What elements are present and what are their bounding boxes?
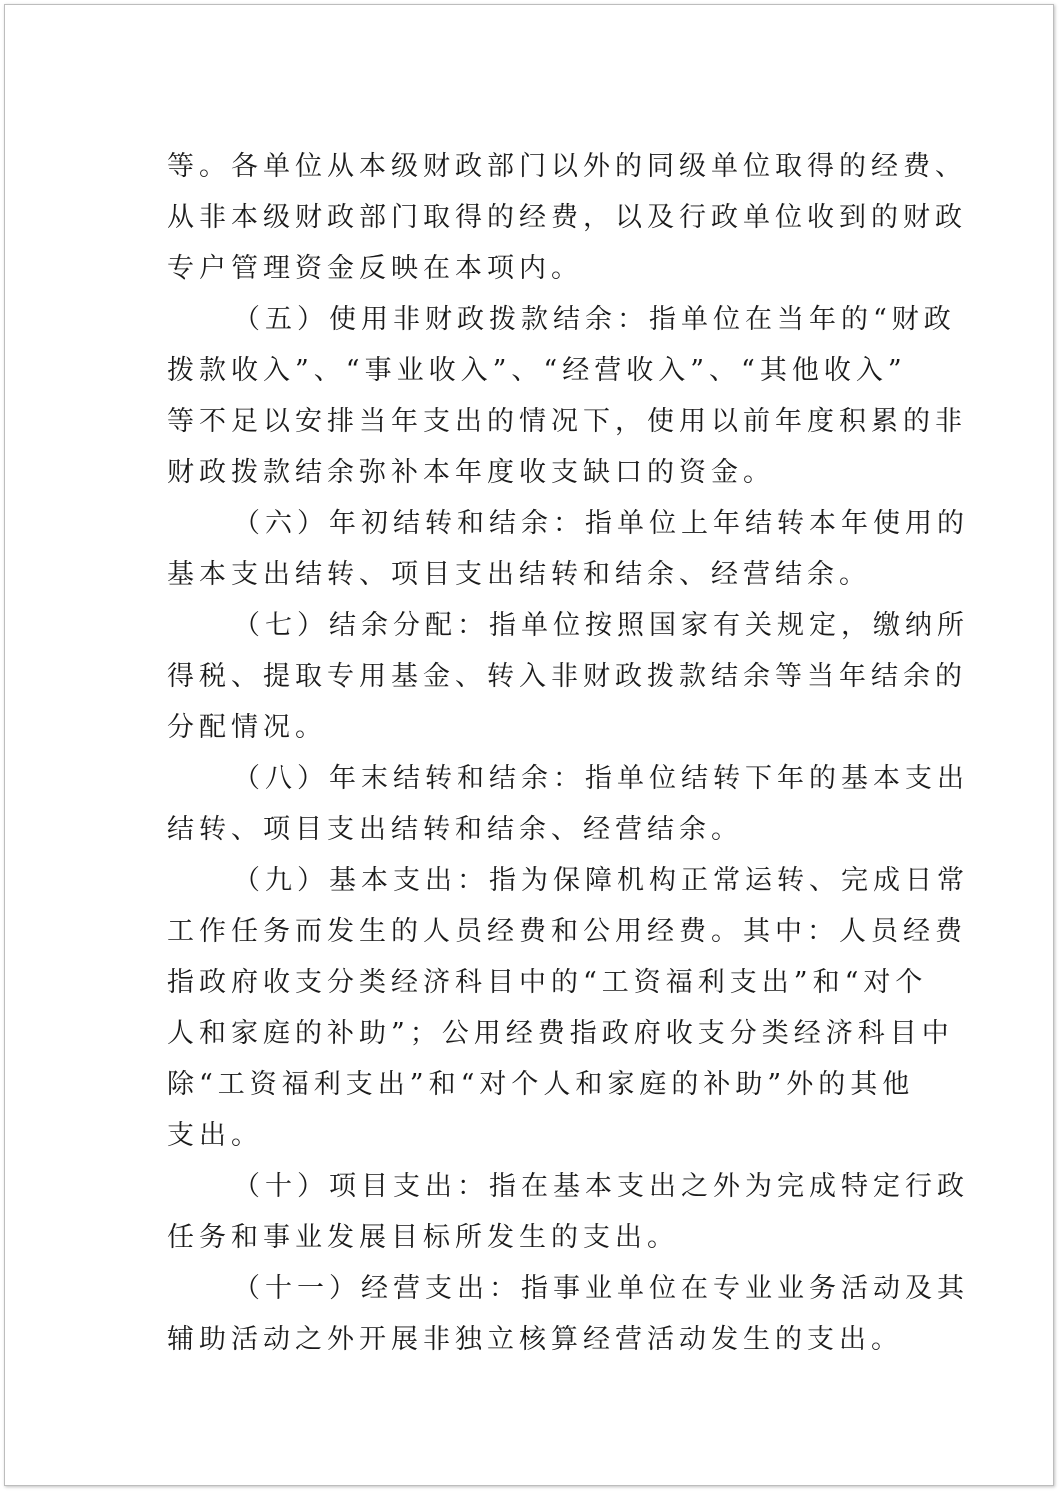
text-line: （六）年初结转和结余：指单位上年结转本年使用的 xyxy=(233,508,969,539)
text-line: 基本支出结转、项目支出结转和结余、经营结余。 xyxy=(167,559,871,590)
paragraph-item-10 xyxy=(167,1161,969,1263)
paragraph-item-7 xyxy=(167,600,969,753)
text-line: 得税、提取专用基金、转入非财政拨款结余等当年结余的 xyxy=(167,661,967,692)
paragraph-item-9 xyxy=(167,855,969,1161)
text-line: 人和家庭的补助”；公用经费指政府收支分类经济科目中 xyxy=(167,1018,954,1049)
paragraph-item-5 xyxy=(167,294,967,498)
text-line: （十一）经营支出：指事业单位在专业业务活动及其 xyxy=(233,1273,969,1304)
text-line: 等不足以安排当年支出的情况下，使用以前年度积累的非 xyxy=(167,406,967,437)
document-page xyxy=(4,4,1054,1486)
text-line: （九）基本支出：指为保障机构正常运转、完成日常 xyxy=(233,865,969,896)
text-line: 指政府收支分类经济科目中的“工资福利支出”和“对个 xyxy=(167,967,928,998)
text-line: 拨款收入”、“事业收入”、“经营收入”、“其他收入” xyxy=(167,355,907,386)
text-line: 结转、项目支出结转和结余、经营结余。 xyxy=(167,814,743,845)
text-line: 辅助活动之外开展非独立核算经营活动发生的支出。 xyxy=(167,1324,903,1355)
text-line: 除“工资福利支出”和“对个人和家庭的补助”外的其他 xyxy=(167,1069,915,1100)
text-line: 财政拨款结余弥补本年度收支缺口的资金。 xyxy=(167,457,775,488)
paragraph-item-6 xyxy=(167,498,969,600)
text-line: 工作任务而发生的人员经费和公用经费。其中：人员经费 xyxy=(167,916,967,947)
text-line: 分配情况。 xyxy=(167,712,327,743)
paragraph-item-11 xyxy=(167,1263,969,1365)
text-line: 任务和事业发展目标所发生的支出。 xyxy=(167,1222,679,1253)
text-line: （十）项目支出：指在基本支出之外为完成特定行政 xyxy=(233,1171,969,1202)
text-line: （七）结余分配：指单位按照国家有关规定，缴纳所 xyxy=(233,610,969,641)
paragraph-1 xyxy=(167,141,967,294)
text-line: 支出。 xyxy=(167,1120,263,1151)
document-body xyxy=(167,141,969,1365)
text-line: 专户管理资金反映在本项内。 xyxy=(167,253,583,284)
text-line: 等。各单位从本级财政部门以外的同级单位取得的经费、 xyxy=(167,151,967,182)
text-line: 从非本级财政部门取得的经费，以及行政单位收到的财政 xyxy=(167,202,967,233)
text-line: （八）年末结转和结余：指单位结转下年的基本支出 xyxy=(233,763,969,794)
paragraph-item-8 xyxy=(167,753,969,855)
text-line: （五）使用非财政拨款结余：指单位在当年的“财政 xyxy=(233,304,956,335)
